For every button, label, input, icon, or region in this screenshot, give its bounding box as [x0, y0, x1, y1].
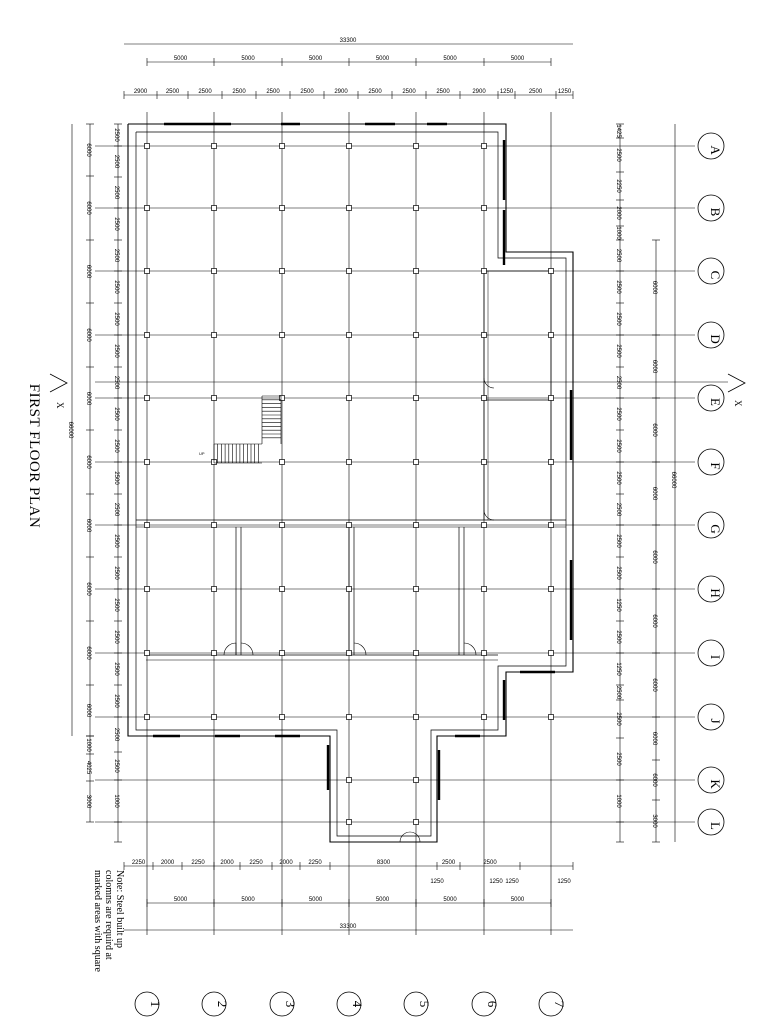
dim-left-extra-label-0: 1000 — [85, 738, 91, 752]
dim-top-sub-label-10: 2900 — [472, 89, 486, 95]
door-5 — [484, 378, 494, 388]
dim-top-sub-label-3: 2500 — [232, 89, 246, 95]
drawing-title: FIRST FLOOR PLAN — [26, 383, 42, 529]
dim-left-inner-label-16: 2500 — [113, 630, 119, 644]
dim-bottom-bays-label-5: 5000 — [510, 897, 525, 903]
column-a5 — [414, 144, 419, 149]
column-d6 — [482, 333, 487, 338]
dim-top-sub-label-9: 2500 — [436, 89, 450, 95]
dim-bottom-sub-label-0: 2250 — [131, 860, 146, 866]
column-e7 — [549, 396, 554, 401]
dim-top-sub-label-6: 2900 — [334, 89, 348, 95]
grid-bubble-col-1-label: 1 — [148, 1000, 163, 1008]
dim-right-inner-label-1: 2500 — [615, 148, 621, 162]
dim-left-inner-label-11: 2500 — [113, 471, 119, 485]
grid-bubble-row-j — [698, 704, 724, 730]
grid-bubble-row-k-label: K — [708, 779, 723, 789]
dim-right-inner-label-3: 2000 — [615, 206, 621, 220]
dim-left-inner-label-5: 2500 — [113, 280, 119, 294]
dim-top-bays-label-3: 5000 — [375, 56, 390, 62]
dim-left-inner-label-1: 2500 — [113, 154, 119, 169]
column-b5 — [414, 206, 419, 211]
dim-right-outer-label-7: 6000 — [651, 731, 657, 746]
dim-left-inner-label-8: 2500 — [113, 375, 119, 390]
dim-left-outer-label-4: 6000 — [85, 391, 91, 406]
dim-right-inner-label-10: 2500 — [615, 407, 621, 421]
column-h6 — [482, 587, 487, 592]
outer-wall — [128, 124, 573, 842]
dim-top-bays-label-4: 5000 — [443, 56, 457, 62]
dim-right-inner-label-4: 1000 — [615, 226, 621, 240]
column-f6 — [482, 460, 487, 465]
note-line-3: marked areas with square — [92, 870, 103, 972]
column-i7 — [549, 651, 554, 656]
dim-left-total-label: 66000 — [67, 421, 73, 439]
dim-bottom-total-label: 33300 — [339, 924, 357, 930]
door-7 — [400, 832, 420, 842]
column-a4 — [347, 144, 352, 149]
column-f4 — [347, 460, 352, 465]
column-annex-0 — [347, 778, 352, 783]
dim-top-sub-label-0: 2900 — [133, 89, 148, 95]
column-f1 — [145, 460, 150, 465]
column-e2 — [212, 396, 217, 401]
dim-bottom-sub-label-6: 2250 — [308, 860, 322, 866]
column-e1 — [145, 396, 150, 401]
grid-bubble-col-6-label: 6 — [485, 1000, 500, 1008]
dim-top-total-label: 33300 — [339, 38, 357, 44]
dim-left-inner-label-17: 2500 — [113, 662, 119, 676]
dim-right-inner-label-21: 2500 — [615, 752, 621, 766]
column-b1 — [145, 206, 150, 211]
dim-left-inner-label-19: 2500 — [113, 727, 119, 742]
column-b4 — [347, 206, 352, 211]
dim-left-inner-label-13: 2500 — [113, 534, 119, 548]
dim-left-inner-label-20: 2500 — [113, 759, 119, 773]
dim-right-inner-label-16: 1250 — [615, 598, 621, 612]
dim-right-inner-label-22: 1000 — [615, 794, 621, 808]
grid-bubble-col-7-label: 7 — [552, 1000, 567, 1008]
column-annex-3 — [414, 820, 419, 825]
grid-bubble-col-5-label: 5 — [417, 1000, 432, 1008]
column-j2 — [212, 715, 217, 720]
column-a2 — [212, 144, 217, 149]
column-i1 — [145, 651, 150, 656]
note-line-1: Note: Steel built up — [114, 870, 125, 949]
dim-left-inner-label-15: 2500 — [113, 598, 119, 612]
column-a3 — [280, 144, 285, 149]
dim-right-outer-label-5: 6000 — [651, 614, 657, 628]
column-f3 — [280, 460, 285, 465]
dim-right-outer-label-9: 3000 — [651, 814, 657, 828]
dim-right-inner-label-14: 2500 — [615, 534, 621, 548]
dim-top-sub-label-8: 2500 — [402, 89, 416, 95]
column-annex-2 — [347, 820, 352, 825]
column-a6 — [482, 144, 487, 149]
dim-bottom-bays-label-0: 5000 — [173, 897, 188, 903]
column-i2 — [212, 651, 217, 656]
grid-bubble-row-d-label: D — [708, 334, 723, 344]
dim-bottom-sub-label-9: 2500 — [483, 860, 497, 866]
column-d5 — [414, 333, 419, 338]
note-line-2: colomns are requird at — [103, 870, 114, 960]
column-annex-1 — [414, 778, 419, 783]
column-i4 — [347, 651, 352, 656]
dim-bottom-bays-label-3: 5000 — [375, 897, 390, 903]
column-e5 — [414, 396, 419, 401]
column-b2 — [212, 206, 217, 211]
dim-bottom-sub-label-2: 2250 — [191, 860, 205, 866]
dim-left-outer-label-5: 6000 — [85, 455, 91, 469]
grid-bubble-row-c-label: C — [708, 270, 723, 280]
grid-bubble-col-4-label: 4 — [350, 1000, 365, 1008]
column-h4 — [347, 587, 352, 592]
dim-left-outer-label-6: 6000 — [85, 518, 91, 533]
column-b6 — [482, 206, 487, 211]
dim-bottom-sub-label-7: 8300 — [376, 860, 391, 866]
column-d3 — [280, 333, 285, 338]
dim-bottom-bays-label-1: 5000 — [241, 897, 255, 903]
column-f7 — [549, 460, 554, 465]
dim-left-inner-label-6: 2500 — [113, 312, 119, 326]
column-j1 — [145, 715, 150, 720]
column-i5 — [414, 651, 419, 656]
dim-right-outer-label-1: 6000 — [651, 359, 657, 374]
dim-top-bays-label-0: 5000 — [173, 56, 188, 62]
dim-right-outer-label-4: 6000 — [651, 550, 657, 564]
column-i6 — [482, 651, 487, 656]
dim-left-inner-label-18: 2500 — [113, 694, 119, 708]
door-6 — [484, 510, 494, 520]
section-marker-right-label: X — [733, 400, 743, 407]
dim-right-inner-label-5: 2500 — [615, 248, 621, 263]
dim-left-outer-label-3: 6000 — [85, 328, 91, 342]
dim-top-sub-label-12: 2500 — [528, 89, 543, 95]
column-j6 — [482, 715, 487, 720]
column-i3 — [280, 651, 285, 656]
grid-bubble-col-2-label: 2 — [215, 1000, 230, 1008]
dim-left-inner-label-3: 2500 — [113, 217, 119, 231]
dim-right-inner-label-9: 2500 — [615, 375, 621, 390]
column-d1 — [145, 333, 150, 338]
dim-top-sub-label-2: 2500 — [198, 89, 212, 95]
dim-left-extra-label-2: 3000 — [85, 794, 91, 809]
dim-top-sub-label-7: 2500 — [368, 89, 382, 95]
column-d4 — [347, 333, 352, 338]
dim-bottom-sub-label-5: 2000 — [279, 860, 293, 866]
dim-bottom-sub-label-4: 2250 — [249, 860, 263, 866]
dim-left-inner-label-0: 2500 — [113, 128, 119, 142]
dim-bottom-bays-label-2: 5000 — [308, 897, 323, 903]
dim-right-inner-label-19: 2500 — [615, 685, 621, 700]
column-g2 — [212, 523, 217, 528]
dim-left-outer-label-7: 6000 — [85, 582, 91, 596]
grid-bubble-row-e-label: E — [708, 398, 723, 406]
dim-right-outer-label-3: 6000 — [651, 486, 657, 501]
dim-right-inner-label-11: 2500 — [615, 439, 621, 453]
drawing-note — [92, 870, 125, 972]
grid-bubble-col-3-label: 3 — [283, 1000, 298, 1008]
dim-right-inner-label-15: 2500 — [615, 566, 621, 580]
grid-lines — [95, 112, 728, 935]
grid-bubble-row-a-label: A — [708, 145, 723, 155]
column-a1 — [145, 144, 150, 149]
column-g6 — [482, 523, 487, 528]
dim-right-outer-label-2: 6000 — [651, 423, 657, 437]
stair-label: UP — [199, 451, 205, 456]
column-c4 — [347, 269, 352, 274]
column-h2 — [212, 587, 217, 592]
grid-bubble-row-b-label: B — [708, 207, 723, 217]
column-g7 — [549, 523, 554, 528]
dim-right-inner-label-2: 2250 — [615, 179, 621, 193]
dim-left-inner-label-9: 2500 — [113, 407, 119, 421]
dim-left-outer-label-1: 6000 — [85, 201, 91, 215]
column-c6 — [482, 269, 487, 274]
section-marker-right — [728, 374, 745, 407]
column-f5 — [414, 460, 419, 465]
dim-top-bays-label-2: 5000 — [308, 56, 323, 62]
dim-bottom-small-label-3: 1250 — [557, 879, 571, 885]
column-g3 — [280, 523, 285, 528]
dim-bottom-sub-label-3: 2000 — [220, 860, 234, 866]
column-c1 — [145, 269, 150, 274]
grid-bubble-row-l-label: L — [708, 822, 723, 830]
column-j4 — [347, 715, 352, 720]
grid-bubble-row-i — [698, 640, 724, 666]
dim-bottom-small-label-0: 1250 — [430, 879, 444, 885]
dim-left-extra-label-1: 4025 — [85, 760, 91, 775]
dim-right-inner-label-17: 2500 — [615, 630, 621, 644]
dim-right-inner-label-20: 2500 — [615, 712, 621, 726]
dim-top-bays-label-1: 5000 — [241, 56, 255, 62]
grid-bubble-row-h-label: H — [708, 588, 723, 598]
column-c5 — [414, 269, 419, 274]
dim-left-outer-label-0: 6000 — [85, 143, 91, 157]
column-g5 — [414, 523, 419, 528]
dim-top-sub-label-5: 2500 — [300, 89, 314, 95]
column-h3 — [280, 587, 285, 592]
column-c2 — [212, 269, 217, 274]
column-e4 — [347, 396, 352, 401]
dim-right-total-label: 66000 — [670, 471, 676, 489]
column-j3 — [280, 715, 285, 720]
dim-left-outer-label-9: 6000 — [85, 703, 91, 718]
column-b3 — [280, 206, 285, 211]
dim-left-inner-label-4: 2500 — [113, 248, 119, 263]
column-j5 — [414, 715, 419, 720]
dim-right-inner-label-13: 2500 — [615, 502, 621, 517]
column-g1 — [145, 523, 150, 528]
dim-left-outer-label-2: 6000 — [85, 264, 91, 279]
dim-top-sub-label-13: 1250 — [557, 89, 572, 95]
column-c7 — [549, 269, 554, 274]
dim-bottom-small-label-2: 1250 — [505, 879, 519, 885]
dim-left-inner-label-14: 2500 — [113, 566, 119, 580]
grid-bubble-row-f-label: F — [708, 462, 723, 470]
column-d2 — [212, 333, 217, 338]
section-marker-left — [50, 374, 67, 409]
column-g4 — [347, 523, 352, 528]
column-h5 — [414, 587, 419, 592]
grid-bubble-row-g-label: G — [708, 524, 723, 534]
dim-top-sub-label-11: 1250 — [499, 89, 514, 95]
dim-left-inner-label-12: 2500 — [113, 502, 119, 517]
column-h7 — [549, 587, 554, 592]
dim-right-inner-label-18: 1250 — [615, 662, 621, 676]
dim-left-inner-label-10: 2500 — [113, 439, 119, 453]
dim-bottom-sub-label-8: 2500 — [441, 860, 456, 866]
dim-left-inner-label-21: 1000 — [113, 794, 119, 808]
column-c3 — [280, 269, 285, 274]
building-walls — [128, 124, 573, 842]
dim-top-bays-label-5: 5000 — [510, 56, 525, 62]
doors — [224, 378, 494, 842]
dim-right-outer-label-6: 6000 — [651, 678, 657, 692]
dim-right-inner-label-8: 2500 — [615, 344, 621, 358]
dim-top-sub-label-1: 2500 — [165, 89, 180, 95]
column-e6 — [482, 396, 487, 401]
dim-right-inner-label-0: 1425 — [615, 124, 621, 138]
column-d7 — [549, 333, 554, 338]
dimension-lines — [67, 38, 676, 930]
dim-left-outer-label-8: 6000 — [85, 646, 91, 660]
dim-right-inner-label-6: 2500 — [615, 280, 621, 294]
column-h1 — [145, 587, 150, 592]
section-marker-left-label: X — [55, 402, 65, 409]
column-j7 — [549, 715, 554, 720]
dim-bottom-small-label-1: 1250 — [489, 879, 503, 885]
grid-bubble-row-j-label: J — [708, 718, 723, 724]
dim-left-inner-label-7: 2500 — [113, 344, 119, 358]
dim-bottom-bays-label-4: 5000 — [443, 897, 457, 903]
dim-left-inner-label-2: 2500 — [113, 185, 119, 200]
dim-right-outer-label-0: 6000 — [651, 280, 657, 295]
dim-right-inner-label-7: 2500 — [615, 312, 621, 326]
dim-right-inner-label-12: 2500 — [615, 471, 621, 485]
dim-bottom-sub-label-1: 2000 — [160, 860, 175, 866]
inner-wall — [136, 132, 566, 836]
dim-right-outer-label-8: 6000 — [651, 773, 657, 787]
grid-bubble-row-i-label: I — [708, 654, 723, 660]
dim-top-sub-label-4: 2500 — [266, 89, 280, 95]
staircase — [214, 396, 281, 463]
